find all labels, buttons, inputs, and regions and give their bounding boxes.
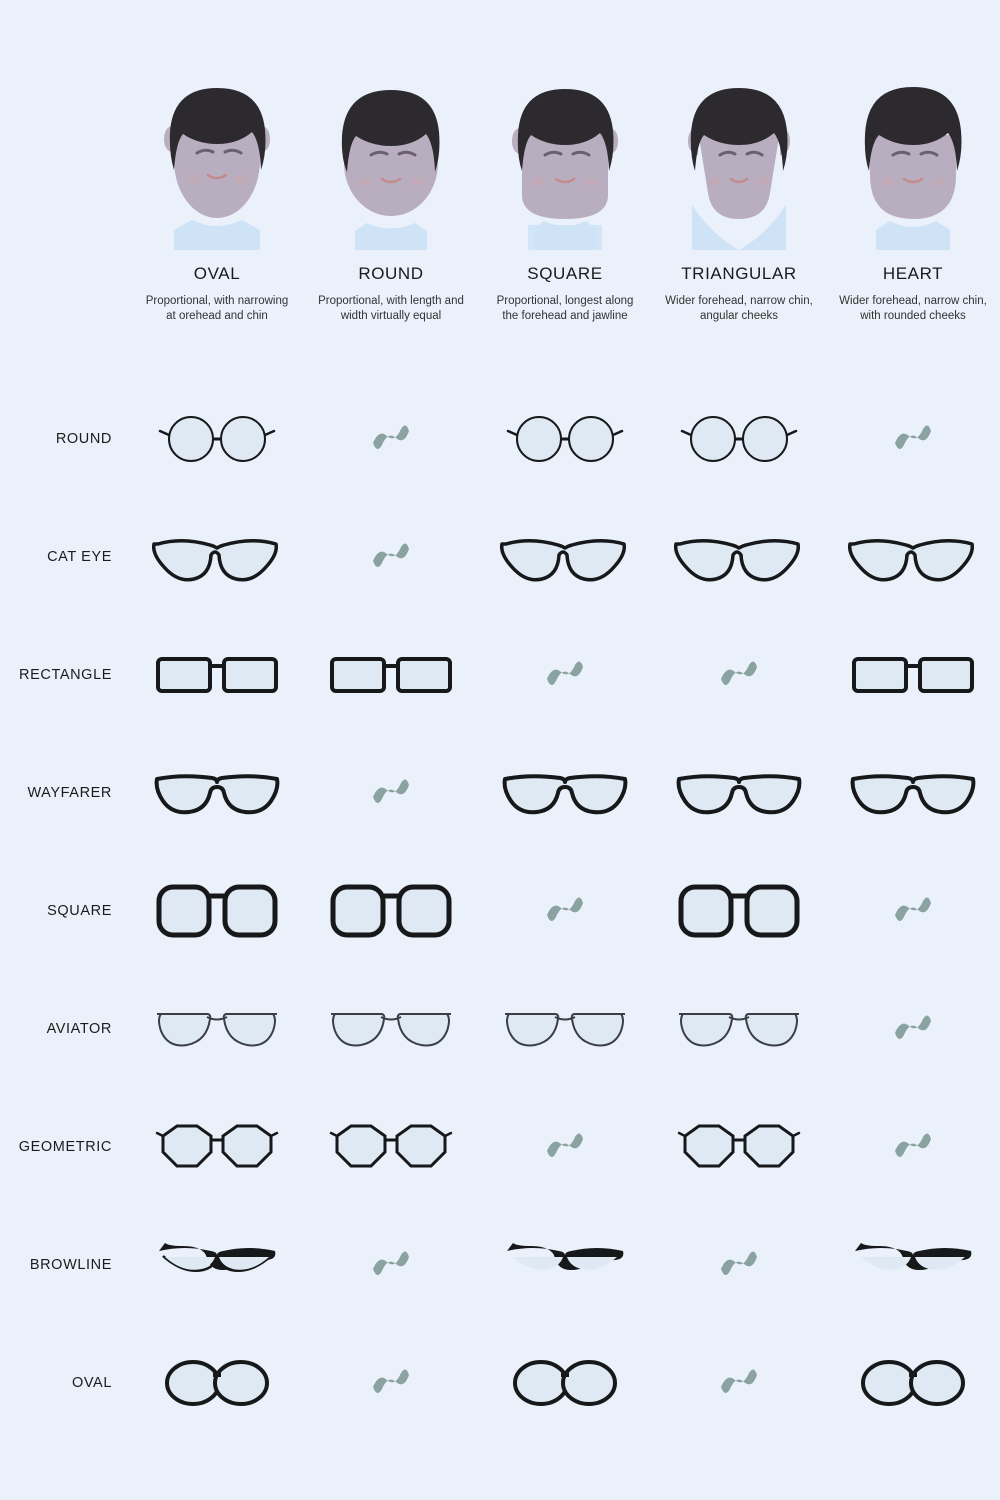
face-desc-square: Proportional, longest along the forehead and jawline [496,295,634,322]
cell-aviator-heart [826,970,1000,1088]
cell-cat-eye-heart [826,498,1000,616]
style-label-browline: BROWLINE [29,1257,112,1273]
cell-square-round [304,852,478,970]
cell-browline-round [304,1206,478,1324]
cell-cat-eye-oval [130,498,304,616]
face-desc-round: Proportional, with length and width virtually equal [318,295,464,322]
face-column-oval [130,55,304,324]
face-illustration-round [304,55,478,250]
style-label-rectangle: RECTANGLE [19,667,112,683]
face-title-square: SQUARE [527,264,603,283]
style-row-geometric [0,1088,1000,1206]
face-title-triangular: TRIANGULAR [681,264,797,283]
cell-rectangle-triangular [652,616,826,734]
cell-rectangle-heart [826,616,1000,734]
style-row-cat-eye [0,498,1000,616]
face-illustration-triangular [652,55,826,250]
cell-wayfarer-oval [130,734,304,852]
face-illustration-heart [826,55,1000,250]
style-label-wayfarer: WAYFARER [27,785,112,801]
cell-oval-heart [826,1324,1000,1442]
cell-aviator-oval [130,970,304,1088]
cell-geometric-oval [130,1088,304,1206]
style-row-aviator [0,970,1000,1088]
cell-oval-round [304,1324,478,1442]
cell-wayfarer-triangular [652,734,826,852]
face-desc-oval: Proportional, with narrowing at orehead and chin [145,295,289,322]
style-row-square [0,852,1000,970]
cell-square-square [478,852,652,970]
cell-cat-eye-round [304,498,478,616]
cell-wayfarer-round [304,734,478,852]
frame-style-grid [0,380,1000,1442]
cell-geometric-round [304,1088,478,1206]
cell-aviator-triangular [652,970,826,1088]
cell-browline-heart [826,1206,1000,1324]
cell-rectangle-square [478,616,652,734]
face-column-round [304,55,478,324]
face-desc-heart: Wider forehead, narrow chin, with rounded cheeks [839,295,987,322]
face-title-oval: OVAL [193,264,241,283]
style-label-cat-eye: CAT EYE [47,549,112,565]
cell-round-oval [130,380,304,498]
cell-browline-oval [130,1206,304,1324]
cell-oval-oval [130,1324,304,1442]
style-label-geometric: GEOMETRIC [18,1139,112,1155]
face-shapes-header [130,55,1000,324]
style-row-rectangle [0,616,1000,734]
face-column-triangular [652,55,826,324]
cell-square-oval [130,852,304,970]
cell-aviator-square [478,970,652,1088]
cell-wayfarer-square [478,734,652,852]
cell-geometric-square [478,1088,652,1206]
cell-wayfarer-heart [826,734,1000,852]
face-illustration-oval [130,55,304,250]
cell-round-round [304,380,478,498]
style-row-oval [0,1324,1000,1442]
face-desc-triangular: Wider forehead, narrow chin, angular cheeks [665,295,813,322]
cell-oval-triangular [652,1324,826,1442]
style-row-round [0,380,1000,498]
cell-square-triangular [652,852,826,970]
cell-rectangle-round [304,616,478,734]
cell-cat-eye-triangular [652,498,826,616]
face-title-round: ROUND [358,264,424,283]
cell-geometric-triangular [652,1088,826,1206]
style-label-aviator: AVIATOR [46,1021,112,1037]
cell-round-square [478,380,652,498]
face-illustration-square [478,55,652,250]
face-column-heart [826,55,1000,324]
style-label-oval: OVAL [71,1375,112,1391]
cell-geometric-heart [826,1088,1000,1206]
cell-round-triangular [652,380,826,498]
style-label-square: SQUARE [47,903,112,919]
face-title-heart: HEART [882,264,944,283]
style-row-browline [0,1206,1000,1324]
cell-browline-square [478,1206,652,1324]
cell-cat-eye-square [478,498,652,616]
cell-oval-square [478,1324,652,1442]
cell-browline-triangular [652,1206,826,1324]
cell-square-heart [826,852,1000,970]
style-label-round: ROUND [55,431,112,447]
face-column-square [478,55,652,324]
style-row-wayfarer [0,734,1000,852]
cell-round-heart [826,380,1000,498]
cell-rectangle-oval [130,616,304,734]
cell-aviator-round [304,970,478,1088]
